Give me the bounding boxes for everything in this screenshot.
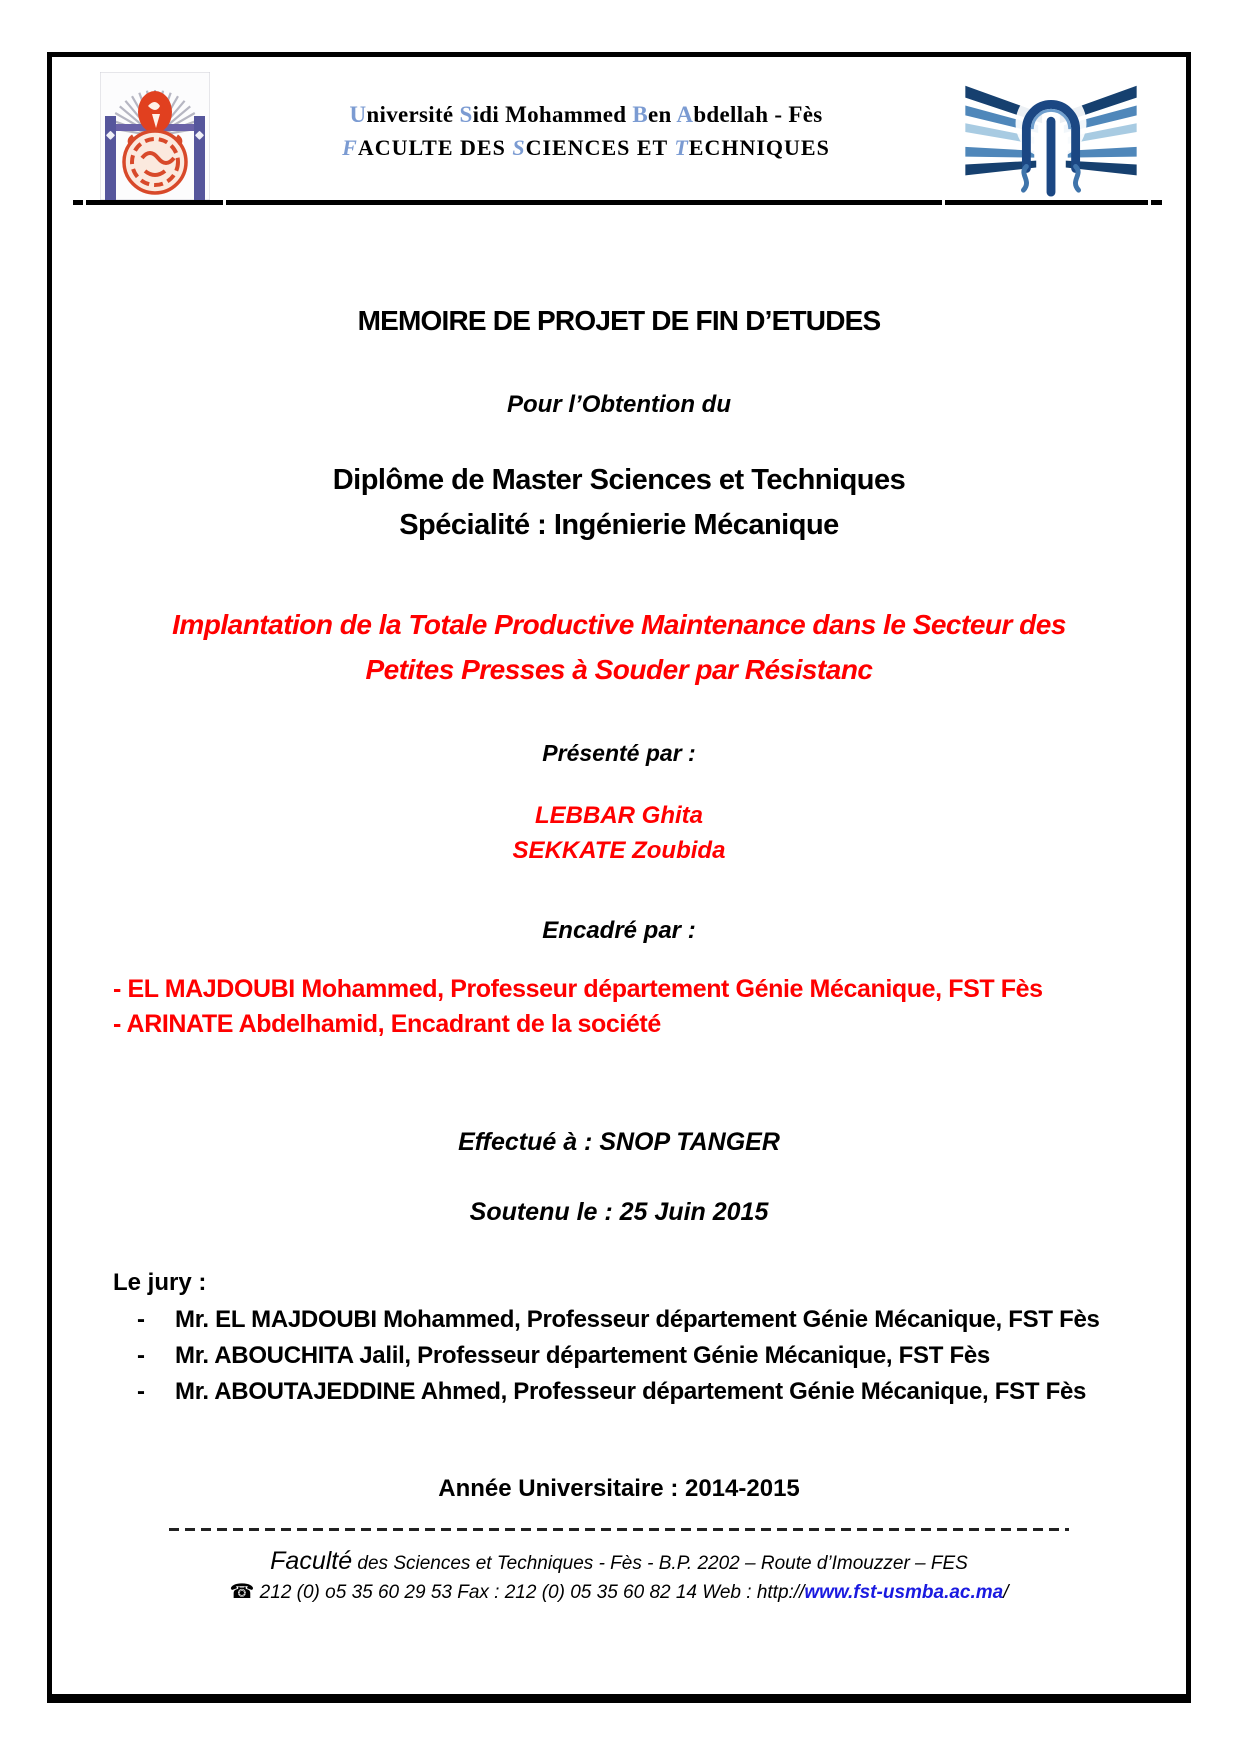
memoir-title: MEMOIRE DE PROJET DE FIN D’ETUDES (357, 305, 881, 336)
contact-line (52, 1579, 1186, 1606)
header-rule (73, 200, 1186, 205)
jury-member-1: - Mr. EL MAJDOUBI Mohammed, Professeur département Génie Mécanique, FST Fès (137, 1306, 1100, 1333)
page-border (47, 52, 1191, 1703)
diploma-line-2: Spécialité : Ingénierie Mécanique (399, 509, 839, 541)
faculty-name: Faculté (270, 1547, 353, 1575)
fst-logo (962, 72, 1140, 200)
university-name-line: Université Sidi Mohammed Ben Abdellah - Fès (349, 102, 823, 127)
header-text (210, 72, 962, 164)
defense-date-line: Soutenu le : 25 Juin 2015 (469, 1198, 769, 1226)
jury-label: Le jury : (113, 1269, 207, 1296)
authors (52, 798, 1186, 868)
faculty-address-line (52, 1546, 1186, 1579)
jury-member-3: - Mr. ABOUTAJEDDINE Ahmed, Professeur département Génie Mécanique, FST Fès (137, 1378, 1087, 1405)
faculty-address: des Sciences et Techniques - Fès - B.P. 2202 – Route d’Imouzzer – FES (352, 1553, 968, 1574)
author-name-1: LEBBAR Ghita (535, 802, 703, 829)
thesis-line-2: Petites Presses à Souder par Résistanc (365, 654, 873, 685)
phone-icon: ☎ (229, 1581, 255, 1603)
presented-by-label: Présenté par : (542, 740, 696, 766)
faculty-name-line: FACULTE DES SCIENCES ET TECHNIQUES (342, 135, 830, 160)
footer-separator (169, 1528, 1069, 1531)
thesis-line-1: Implantation de la Totale Productive Maintenance dans le Secteur des (172, 609, 1066, 640)
jury-member-2: - Mr. ABOUCHITA Jalil, Professeur département Génie Mécanique, FST Fès (137, 1342, 990, 1369)
contact-numbers: 212 (0) o5 35 60 29 53 Fax : 212 (0) 05 35 60 82 14 Web : http:// (254, 1582, 805, 1603)
location-line: Effectué à : SNOP TANGER (458, 1128, 780, 1156)
supervisors (113, 972, 1186, 1042)
thesis-title (52, 602, 1186, 692)
jury-list (137, 1302, 1122, 1410)
academic-year: Année Universitaire : 2014-2015 (438, 1475, 800, 1502)
diploma-title (52, 458, 1186, 548)
obtention-subtitle: Pour l’Obtention du (507, 391, 731, 418)
website-suffix: / (1003, 1582, 1009, 1603)
header (52, 72, 1186, 200)
university-initial: U (349, 102, 367, 127)
supervised-by-label: Encadré par : (542, 917, 696, 944)
website-link[interactable]: www.fst-usmba.ac.ma (804, 1582, 1004, 1603)
supervisor-item-1: - EL MAJDOUBI Mohammed, Professeur département Génie Mécanique, FST Fès (113, 975, 1043, 1003)
university-seal-logo (100, 72, 210, 200)
diploma-line-1: Diplôme de Master Sciences et Techniques (332, 464, 906, 496)
author-name-2: SEKKATE Zoubida (512, 837, 726, 864)
supervisor-item-2: - ARINATE Abdelhamid, Encadrant de la société (113, 1010, 661, 1038)
